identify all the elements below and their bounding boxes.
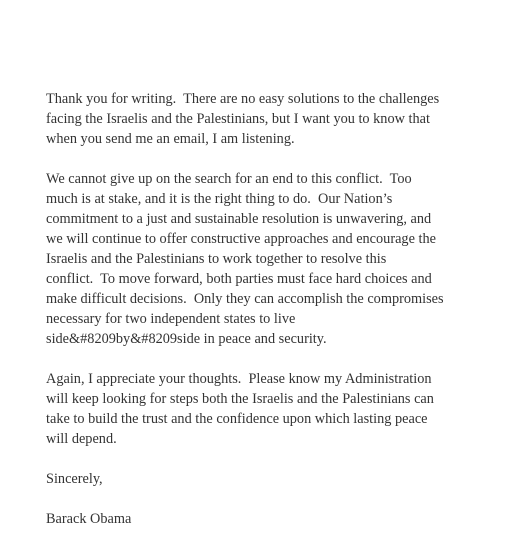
closing <box>46 469 516 489</box>
text-line: Thank you for writing. There are no easy solutions to the challenges <box>46 91 440 107</box>
text-line: necessary for two independent states to live <box>46 311 296 327</box>
text-line: we will continue to offer constructive approaches and encourage the <box>46 231 436 247</box>
text-line: Israelis and the Palestinians to work together to resolve this <box>46 251 387 267</box>
text-line: conflict. To move forward, both parties must face hard choices and <box>46 271 432 287</box>
closing-text: Sincerely, <box>46 471 103 487</box>
text-line: when you send me an email, I am listening. <box>46 131 295 147</box>
text-line: take to build the trust and the confidence upon which lasting peace <box>46 411 428 427</box>
paragraph-3 <box>46 369 516 449</box>
text-line: commitment to a just and sustainable resolution is unwavering, and <box>46 211 432 227</box>
paragraph-2 <box>46 169 516 349</box>
signature <box>46 509 516 529</box>
text-line: will keep looking for steps both the Israelis and the Palestinians can <box>46 391 434 407</box>
text-line: will depend. <box>46 431 117 447</box>
text-line: make difficult decisions. Only they can accomplish the compromises <box>46 291 444 307</box>
paragraph-1 <box>46 89 516 149</box>
text-line: We cannot give up on the search for an end to this conflict. Too <box>46 171 412 187</box>
letter-body <box>46 89 516 529</box>
text-line: facing the Israelis and the Palestinians, but I want you to know that <box>46 111 430 127</box>
text-line: side&#8209by&#8209side in peace and security. <box>46 331 327 347</box>
text-line: much is at stake, and it is the right thing to do. Our Nation’s <box>46 191 393 207</box>
signature-text: Barack Obama <box>46 511 132 527</box>
text-line: Again, I appreciate your thoughts. Please know my Administration <box>46 371 432 387</box>
